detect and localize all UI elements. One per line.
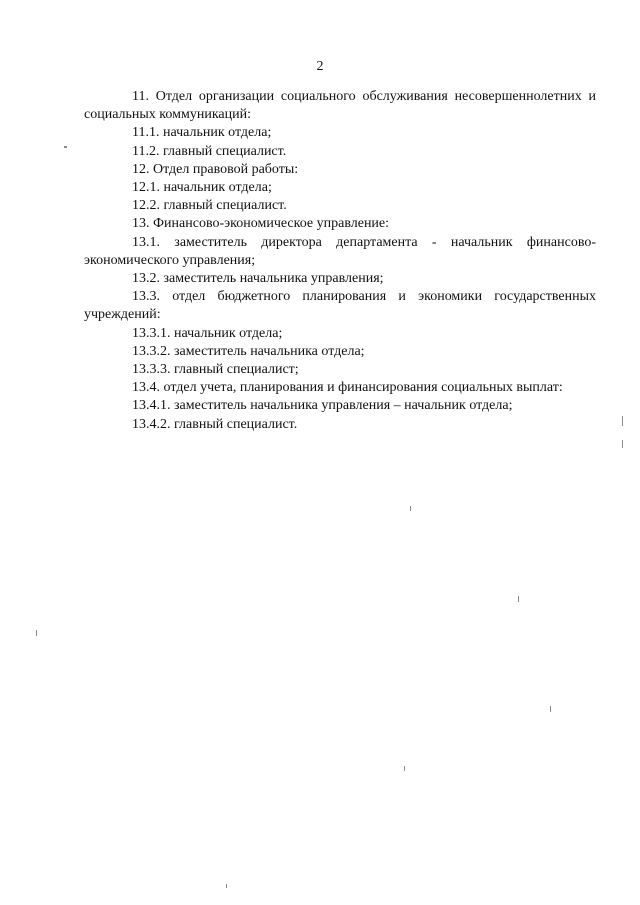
document-body (84, 88, 596, 434)
paragraph-13-4: 13.4. отдел учета, планирования и финансирования социальных выплат: (132, 380, 563, 396)
scan-speck (410, 506, 411, 511)
paragraph-13-3-3: 13.3.3. главный специалист; (132, 362, 299, 378)
paragraph-12-2: 12.2. главный специалист. (132, 198, 287, 214)
scan-speck (404, 766, 405, 771)
paragraph-13-4-1: 13.4.1. заместитель начальника управления – начальник отдела; (132, 398, 513, 414)
scan-speck (622, 416, 623, 426)
paragraph-12: 12. Отдел правовой работы: (132, 161, 299, 177)
paragraph-11: 11. Отдел организации социального обслуживания несовершеннолетних и социальных коммуникаций: (84, 89, 596, 123)
paragraph-11-1: 11.1. начальник отдела; (132, 125, 272, 141)
paragraph-13-4-2: 13.4.2. главный специалист. (132, 416, 298, 432)
paragraph-13-3: 13.3. отдел бюджетного планирования и экономики государственных учреждений: (84, 289, 596, 323)
scan-speck (518, 596, 519, 602)
paragraph-12-1: 12.1. начальник отдела; (132, 180, 272, 196)
paragraph-13-3-2: 13.3.2. заместитель начальника отдела; (132, 343, 365, 359)
page-number: 2 (316, 59, 324, 74)
paragraph-13: 13. Финансово-экономическое управление: (132, 216, 390, 232)
paragraph-13-1: 13.1. заместитель директора департамента - начальник финансово-экономического управления; (84, 234, 596, 268)
paragraph-11-2: 11.2. главный специалист. (132, 143, 287, 159)
scan-speck (550, 706, 551, 712)
paragraph-13-2: 13.2. заместитель начальника управления; (132, 271, 384, 287)
scan-speck (64, 146, 67, 148)
paragraph-13-3-1: 13.3.1. начальник отдела; (132, 325, 283, 341)
scan-speck (622, 440, 623, 448)
scan-speck (226, 884, 227, 888)
scan-speck (36, 630, 37, 636)
